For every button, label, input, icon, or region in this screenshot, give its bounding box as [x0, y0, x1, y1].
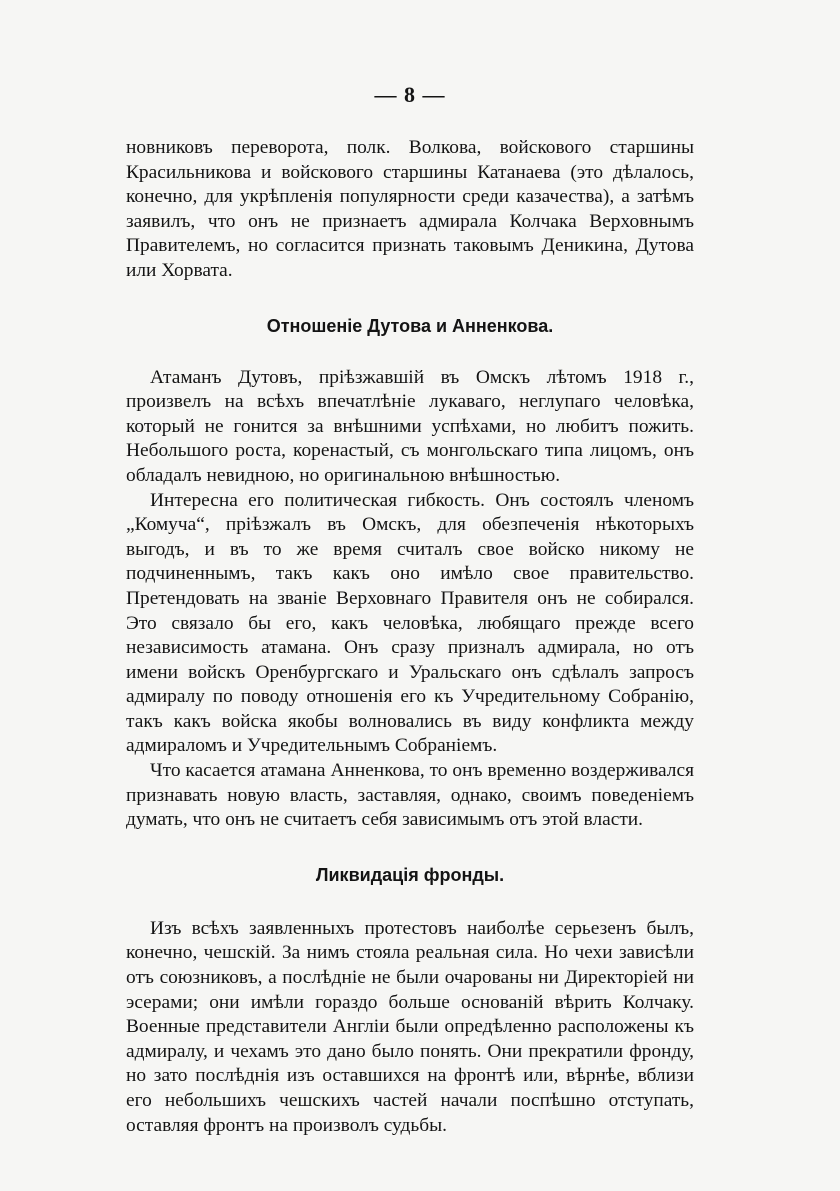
paragraph-dutov-description: Атаманъ Дутовъ, пріѣзжавшій въ Омскъ лѣтомъ 1918 г., произвелъ на всѣхъ впечатлѣніе лукаваго, неглупаго человѣка, который не гонится за внѣшними успѣхами, но любитъ пожить. Небольшого роста, коренастый, съ монгольскаго типа лицомъ, онъ обладалъ невидною, но оригинальною внѣшностью. [126, 366, 694, 486]
paragraph-dutov-politics: Интересна его политическая гибкость. Онъ состоялъ членомъ „Комуча“, пріѣзжалъ въ Омскъ, для обезпеченія нѣкоторыхъ выгодъ, и въ то же время считалъ свое войско никому не подчиненнымъ, такъ какъ оно имѣло свое правительство. Претендовать на званіе Верховнаго Правителя онъ не собирался. Это связало бы его, какъ человѣка, любящаго прежде всего независимость атамана. Онъ сразу призналъ адмирала, но отъ имени войскъ Оренбургскаго и Уральскаго онъ сдѣлалъ запросъ адмиралу по поводу отношенія его къ Учредительному Собранію, такъ какъ войска якобы волновались въ виду конфликта между адмираломъ и Учредительнымъ Собраніемъ. [126, 489, 694, 757]
section-heading-dutov-annenkov: Отношеніе Дутова и Анненкова. [266, 315, 554, 336]
book-page [126, 80, 694, 1138]
paragraph-continuation: новниковъ переворота, полк. Волкова, войскового старшины Красильникова и войскового старшины Катанаева (это дѣлалось, конечно, для укрѣпленія популярности среди казачества), а затѣмъ заявилъ, что онъ не признаетъ адмирала Колчака Верховнымъ Правителемъ, но согласится признать таковымъ Деникина, Дутова или Хорвата. [126, 137, 694, 281]
paragraph-annenkov: Что касается атамана Анненкова, то онъ временно воздерживался признавать новую власть, заставляя, однако, своимъ поведеніемъ думать, что онъ не считаетъ себя зависимымъ отъ этой власти. [126, 760, 694, 831]
section-heading-fronde: Ликвидація фронды. [315, 864, 505, 885]
paragraph-czech-protest: Изъ всѣхъ заявленныхъ протестовъ наиболѣе серьезенъ былъ, конечно, чешскій. За нимъ стояла реальная сила. Но чехи зависѣли отъ союзниковъ, а послѣдніе не были очарованы ни Директоріей ни эсерами; они имѣли гораздо больше основаній вѣрить Колчаку. Военные представители Англіи были опредѣленно расположены къ адмиралу, и чехамъ это дано было понять. Они прекратили фронду, но зато послѣднія изъ оставшихся на фронтѣ или, вѣрнѣе, вблизи его небольшихъ чешскихъ частей начали поспѣшно отступать, оставляя фронтъ на произволъ судьбы. [126, 917, 694, 1136]
page-number: — 8 — [374, 82, 446, 107]
